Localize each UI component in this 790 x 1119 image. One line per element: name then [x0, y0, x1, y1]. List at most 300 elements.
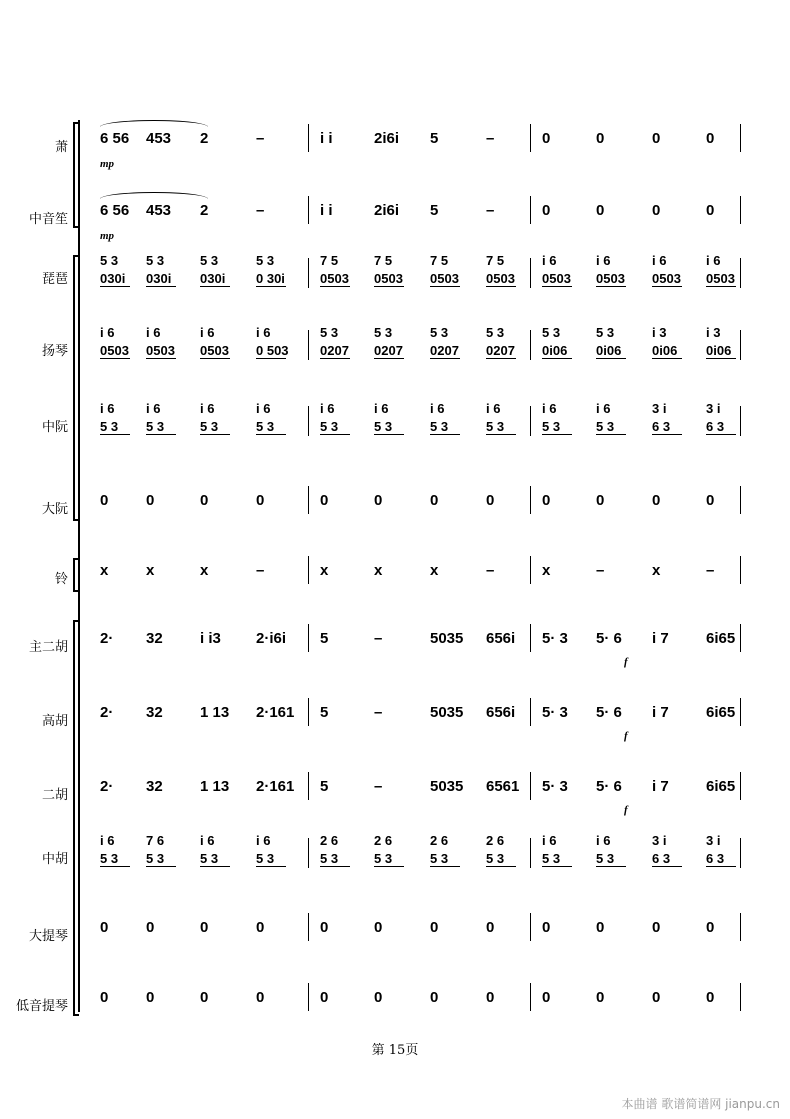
barline: [530, 124, 531, 152]
barline: [740, 983, 741, 1011]
note-group: 0: [596, 202, 605, 219]
beam-line: [652, 358, 682, 359]
note-group: 0: [200, 919, 209, 936]
chord-bottom: 6 3: [652, 419, 671, 434]
beam-line: [652, 866, 682, 867]
note-group: 2: [200, 202, 209, 219]
beam-line: [430, 866, 460, 867]
chord-top: i 6: [200, 833, 215, 848]
chord-bottom: 0207: [374, 343, 403, 358]
note-group: 0: [256, 919, 265, 936]
note-group: 5· 3: [542, 778, 568, 795]
watermark: 本曲谱 歌谱简谱网 jianpu.cn: [621, 1097, 780, 1111]
part-label: 扬琴: [41, 344, 68, 359]
note-group: x: [100, 562, 109, 579]
chord-top: i 6: [100, 325, 115, 340]
note-group: –: [256, 202, 265, 219]
chord-bottom: 0503: [100, 343, 129, 358]
chord-top: 5 3: [486, 325, 505, 340]
barline: [308, 406, 309, 436]
chord-top: 3 i: [652, 401, 667, 416]
chord-top: i 6: [652, 253, 667, 268]
beam-line: [100, 866, 130, 867]
beam-line: [430, 358, 460, 359]
part-label: 二胡: [41, 788, 68, 803]
barline: [740, 913, 741, 941]
chord-bottom: 0503: [486, 271, 515, 286]
chord-bottom: 0207: [486, 343, 515, 358]
note-group: –: [374, 630, 383, 647]
note-group: 0: [486, 989, 495, 1006]
note-group: 0: [256, 989, 265, 1006]
barline: [740, 486, 741, 514]
beam-line: [542, 866, 572, 867]
note-group: 5· 3: [542, 704, 568, 721]
beam-line: [374, 866, 404, 867]
chord-top: i 6: [256, 325, 271, 340]
beam-line: [652, 286, 682, 287]
barline: [308, 330, 309, 360]
chord-bottom: 0i06: [652, 343, 678, 358]
beam-line: [256, 286, 286, 287]
note-group: 2i6i: [374, 130, 400, 147]
note-group: 6 56: [100, 202, 130, 219]
note-group: 5: [320, 704, 329, 721]
barline: [530, 624, 531, 652]
beam-line: [256, 434, 286, 435]
note-group: 0: [706, 130, 715, 147]
note-group: 0: [706, 989, 715, 1006]
chord-top: 5 3: [430, 325, 449, 340]
barline: [530, 196, 531, 224]
chord-bottom: 5 3: [596, 419, 615, 434]
chord-bottom: 030i: [200, 271, 226, 286]
note-group: 0: [652, 130, 661, 147]
beam-line: [706, 866, 736, 867]
barline: [530, 983, 531, 1011]
part-label: 大提琴: [28, 929, 68, 944]
note-group: 2·161: [256, 704, 295, 721]
chord-bottom: 0i06: [542, 343, 568, 358]
barline: [308, 772, 309, 800]
barline: [308, 698, 309, 726]
note-group: 6 56: [100, 130, 130, 147]
note-group: –: [374, 778, 383, 795]
chord-bottom: 0503: [200, 343, 229, 358]
barline: [308, 556, 309, 584]
barline: [530, 556, 531, 584]
dynamic-marking: f: [624, 656, 628, 668]
note-group: 1 13: [200, 778, 230, 795]
note-group: 0: [374, 989, 383, 1006]
beam-line: [100, 358, 130, 359]
note-group: 0: [596, 492, 605, 509]
chord-top: 3 i: [652, 833, 667, 848]
note-group: 0: [652, 989, 661, 1006]
note-group: x: [146, 562, 155, 579]
note-group: 5: [430, 202, 439, 219]
note-group: 5: [320, 630, 329, 647]
chord-top: i 6: [200, 401, 215, 416]
chord-top: 2 6: [430, 833, 449, 848]
chord-top: i 6: [146, 325, 161, 340]
beam-line: [596, 866, 626, 867]
barline: [530, 486, 531, 514]
chord-top: i 6: [706, 253, 721, 268]
part-label: 萧: [54, 140, 68, 155]
note-group: 0: [374, 492, 383, 509]
barline: [740, 124, 741, 152]
note-group: 0: [320, 492, 329, 509]
note-group: –: [706, 562, 715, 579]
beam-line: [486, 358, 516, 359]
chord-top: 5 3: [200, 253, 219, 268]
dynamic-marking: mp: [100, 230, 115, 242]
chord-top: 5 3: [320, 325, 339, 340]
note-group: 0: [100, 919, 109, 936]
beam-line: [374, 434, 404, 435]
beam-line: [320, 358, 350, 359]
part-label: 主二胡: [28, 640, 68, 655]
chord-bottom: 5 3: [320, 851, 339, 866]
brace-strings: [73, 620, 79, 1016]
note-group: 0: [596, 989, 605, 1006]
note-group: 656i: [486, 704, 516, 721]
beam-line: [706, 358, 736, 359]
note-group: 32: [146, 704, 163, 721]
note-group: 5: [430, 130, 439, 147]
note-group: 0: [256, 492, 265, 509]
note-group: i i: [320, 202, 333, 219]
barline: [740, 556, 741, 584]
note-group: 5· 6: [596, 704, 622, 721]
chord-bottom: 5 3: [200, 851, 219, 866]
note-group: 0: [200, 492, 209, 509]
chord-top: i 6: [100, 401, 115, 416]
note-group: 0: [596, 919, 605, 936]
chord-top: i 6: [542, 833, 557, 848]
chord-bottom: 5 3: [146, 419, 165, 434]
phrase-slur: [100, 192, 208, 199]
beam-line: [596, 434, 626, 435]
barline: [740, 258, 741, 288]
phrase-slur: [100, 120, 208, 127]
note-group: 5· 6: [596, 778, 622, 795]
chord-bottom: 0207: [320, 343, 349, 358]
barline: [308, 124, 309, 152]
beam-line: [100, 434, 130, 435]
barline: [308, 258, 309, 288]
chord-top: 7 5: [486, 253, 505, 268]
note-group: 2·161: [256, 778, 295, 795]
chord-bottom: 0503: [146, 343, 175, 358]
chord-top: 7 5: [320, 253, 339, 268]
chord-top: 2 6: [374, 833, 393, 848]
beam-line: [256, 358, 286, 359]
beam-line: [652, 434, 682, 435]
note-group: 0: [430, 492, 439, 509]
beam-line: [146, 286, 176, 287]
note-group: i 7: [652, 704, 669, 721]
chord-bottom: 0 30i: [256, 271, 285, 286]
chord-top: i 6: [596, 833, 611, 848]
note-group: 6i65: [706, 704, 736, 721]
chord-bottom: 0i06: [706, 343, 732, 358]
beam-line: [320, 286, 350, 287]
note-group: 0: [542, 130, 551, 147]
barline: [740, 838, 741, 868]
barline: [740, 330, 741, 360]
note-group: 0: [146, 989, 155, 1006]
chord-top: i 6: [320, 401, 335, 416]
part-label: 大阮: [41, 502, 68, 517]
chord-bottom: 5 3: [146, 851, 165, 866]
chord-bottom: 5 3: [200, 419, 219, 434]
chord-top: 7 5: [430, 253, 449, 268]
barline: [740, 624, 741, 652]
beam-line: [486, 286, 516, 287]
beam-line: [374, 358, 404, 359]
barline: [740, 698, 741, 726]
note-group: 0: [146, 919, 155, 936]
barline: [530, 330, 531, 360]
note-group: x: [200, 562, 209, 579]
barline: [308, 838, 309, 868]
chord-top: i 6: [542, 401, 557, 416]
beam-line: [256, 866, 286, 867]
note-group: –: [256, 130, 265, 147]
chord-top: 3 i: [706, 833, 721, 848]
note-group: 5035: [430, 778, 464, 795]
note-group: 0: [542, 492, 551, 509]
barline: [740, 196, 741, 224]
chord-bottom: 5 3: [100, 419, 119, 434]
note-group: i i3: [200, 630, 221, 647]
part-label: 铃: [54, 572, 68, 587]
beam-line: [100, 286, 130, 287]
beam-line: [200, 434, 230, 435]
chord-bottom: 6 3: [652, 851, 671, 866]
beam-line: [542, 286, 572, 287]
note-group: 0: [486, 919, 495, 936]
note-group: 2i6i: [374, 202, 400, 219]
chord-bottom: 5 3: [100, 851, 119, 866]
beam-line: [542, 358, 572, 359]
chord-bottom: 5 3: [596, 851, 615, 866]
beam-line: [596, 286, 626, 287]
chord-bottom: 5 3: [542, 851, 561, 866]
chord-top: i 6: [542, 253, 557, 268]
note-group: 656i: [486, 630, 516, 647]
chord-top: i 6: [200, 325, 215, 340]
chord-bottom: 0 503: [256, 343, 289, 358]
chord-top: 5 3: [596, 325, 615, 340]
note-group: 0: [100, 989, 109, 1006]
note-group: x: [652, 562, 661, 579]
note-group: 5035: [430, 704, 464, 721]
chord-top: i 6: [374, 401, 389, 416]
note-group: 5· 6: [596, 630, 622, 647]
brace-percussion: [73, 558, 79, 592]
part-label: 中胡: [41, 852, 68, 867]
note-group: 0: [706, 919, 715, 936]
chord-top: 5 3: [256, 253, 275, 268]
beam-line: [430, 434, 460, 435]
chord-top: 5 3: [100, 253, 119, 268]
note-group: 0: [652, 202, 661, 219]
barline: [530, 698, 531, 726]
note-group: 2·i6i: [256, 630, 287, 647]
note-group: –: [486, 130, 495, 147]
note-group: x: [542, 562, 551, 579]
note-group: i 7: [652, 778, 669, 795]
chord-bottom: 5 3: [374, 419, 393, 434]
chord-top: i 6: [256, 401, 271, 416]
beam-line: [596, 358, 626, 359]
note-group: 0: [100, 492, 109, 509]
note-group: x: [374, 562, 383, 579]
chord-top: i 6: [596, 253, 611, 268]
chord-top: 2 6: [486, 833, 505, 848]
part-label: 中阮: [41, 420, 68, 435]
beam-line: [200, 866, 230, 867]
note-group: 1 13: [200, 704, 230, 721]
chord-bottom: 0503: [374, 271, 403, 286]
chord-bottom: 0503: [430, 271, 459, 286]
barline: [740, 406, 741, 436]
note-group: 0: [542, 919, 551, 936]
chord-top: i 3: [652, 325, 667, 340]
beam-line: [706, 434, 736, 435]
note-group: 0: [374, 919, 383, 936]
chord-top: i 6: [146, 401, 161, 416]
note-group: 5· 3: [542, 630, 568, 647]
note-group: 6i65: [706, 630, 736, 647]
note-group: –: [596, 562, 605, 579]
chord-bottom: 6 3: [706, 419, 725, 434]
note-group: 0: [596, 130, 605, 147]
barline: [740, 772, 741, 800]
chord-top: i 6: [100, 833, 115, 848]
note-group: 0: [652, 919, 661, 936]
barline: [530, 913, 531, 941]
dynamic-marking: f: [624, 730, 628, 742]
chord-bottom: 5 3: [256, 851, 275, 866]
chord-top: 3 i: [706, 401, 721, 416]
chord-bottom: 0503: [542, 271, 571, 286]
note-group: i i: [320, 130, 333, 147]
note-group: 2·: [100, 704, 114, 721]
chord-top: i 6: [596, 401, 611, 416]
note-group: 2·: [100, 630, 114, 647]
note-group: 0: [146, 492, 155, 509]
note-group: 0: [486, 492, 495, 509]
dynamic-marking: mp: [100, 158, 115, 170]
beam-line: [486, 434, 516, 435]
note-group: 0: [200, 989, 209, 1006]
chord-bottom: 5 3: [430, 419, 449, 434]
barline: [530, 772, 531, 800]
chord-top: 7 6: [146, 833, 165, 848]
note-group: 0: [652, 492, 661, 509]
chord-bottom: 5 3: [486, 851, 505, 866]
barline: [530, 838, 531, 868]
note-group: 453: [146, 130, 172, 147]
beam-line: [200, 358, 230, 359]
chord-bottom: 030i: [146, 271, 172, 286]
beam-line: [542, 434, 572, 435]
brace-winds: [73, 122, 79, 228]
chord-bottom: 0503: [320, 271, 349, 286]
chord-top: i 6: [256, 833, 271, 848]
beam-line: [374, 286, 404, 287]
note-group: 0: [430, 919, 439, 936]
part-label: 琵琶: [41, 272, 68, 287]
note-group: 0: [320, 919, 329, 936]
brace-plucked: [73, 255, 79, 521]
note-group: 0: [542, 989, 551, 1006]
chord-top: i 6: [486, 401, 501, 416]
beam-line: [486, 866, 516, 867]
chord-top: 5 3: [374, 325, 393, 340]
chord-bottom: 5 3: [542, 419, 561, 434]
beam-line: [200, 286, 230, 287]
beam-line: [146, 434, 176, 435]
chord-bottom: 5 3: [486, 419, 505, 434]
page-number: 第 15页: [371, 1043, 419, 1058]
note-group: 0: [320, 989, 329, 1006]
note-group: 0: [542, 202, 551, 219]
barline: [308, 913, 309, 941]
note-group: 453: [146, 202, 172, 219]
note-group: 6561: [486, 778, 520, 795]
note-group: x: [430, 562, 439, 579]
chord-top: 2 6: [320, 833, 339, 848]
chord-bottom: 0503: [596, 271, 625, 286]
part-label: 低音提琴: [15, 999, 68, 1014]
note-group: –: [374, 704, 383, 721]
barline: [530, 406, 531, 436]
note-group: –: [256, 562, 265, 579]
barline: [308, 486, 309, 514]
note-group: 2: [200, 130, 209, 147]
beam-line: [146, 866, 176, 867]
note-group: 32: [146, 778, 163, 795]
chord-top: 5 3: [542, 325, 561, 340]
chord-top: 7 5: [374, 253, 393, 268]
note-group: 2·: [100, 778, 114, 795]
note-group: 5: [320, 778, 329, 795]
chord-bottom: 0207: [430, 343, 459, 358]
chord-bottom: 6 3: [706, 851, 725, 866]
beam-line: [706, 286, 736, 287]
beam-line: [430, 286, 460, 287]
barline: [530, 258, 531, 288]
note-group: 6i65: [706, 778, 736, 795]
note-group: x: [320, 562, 329, 579]
note-group: 32: [146, 630, 163, 647]
note-group: 0: [706, 492, 715, 509]
barline: [308, 983, 309, 1011]
part-label: 中音笙: [28, 212, 68, 227]
chord-bottom: 030i: [100, 271, 126, 286]
beam-line: [320, 434, 350, 435]
note-group: 0: [430, 989, 439, 1006]
note-group: 5035: [430, 630, 464, 647]
dynamic-marking: f: [624, 804, 628, 816]
chord-top: 5 3: [146, 253, 165, 268]
chord-top: i 6: [430, 401, 445, 416]
